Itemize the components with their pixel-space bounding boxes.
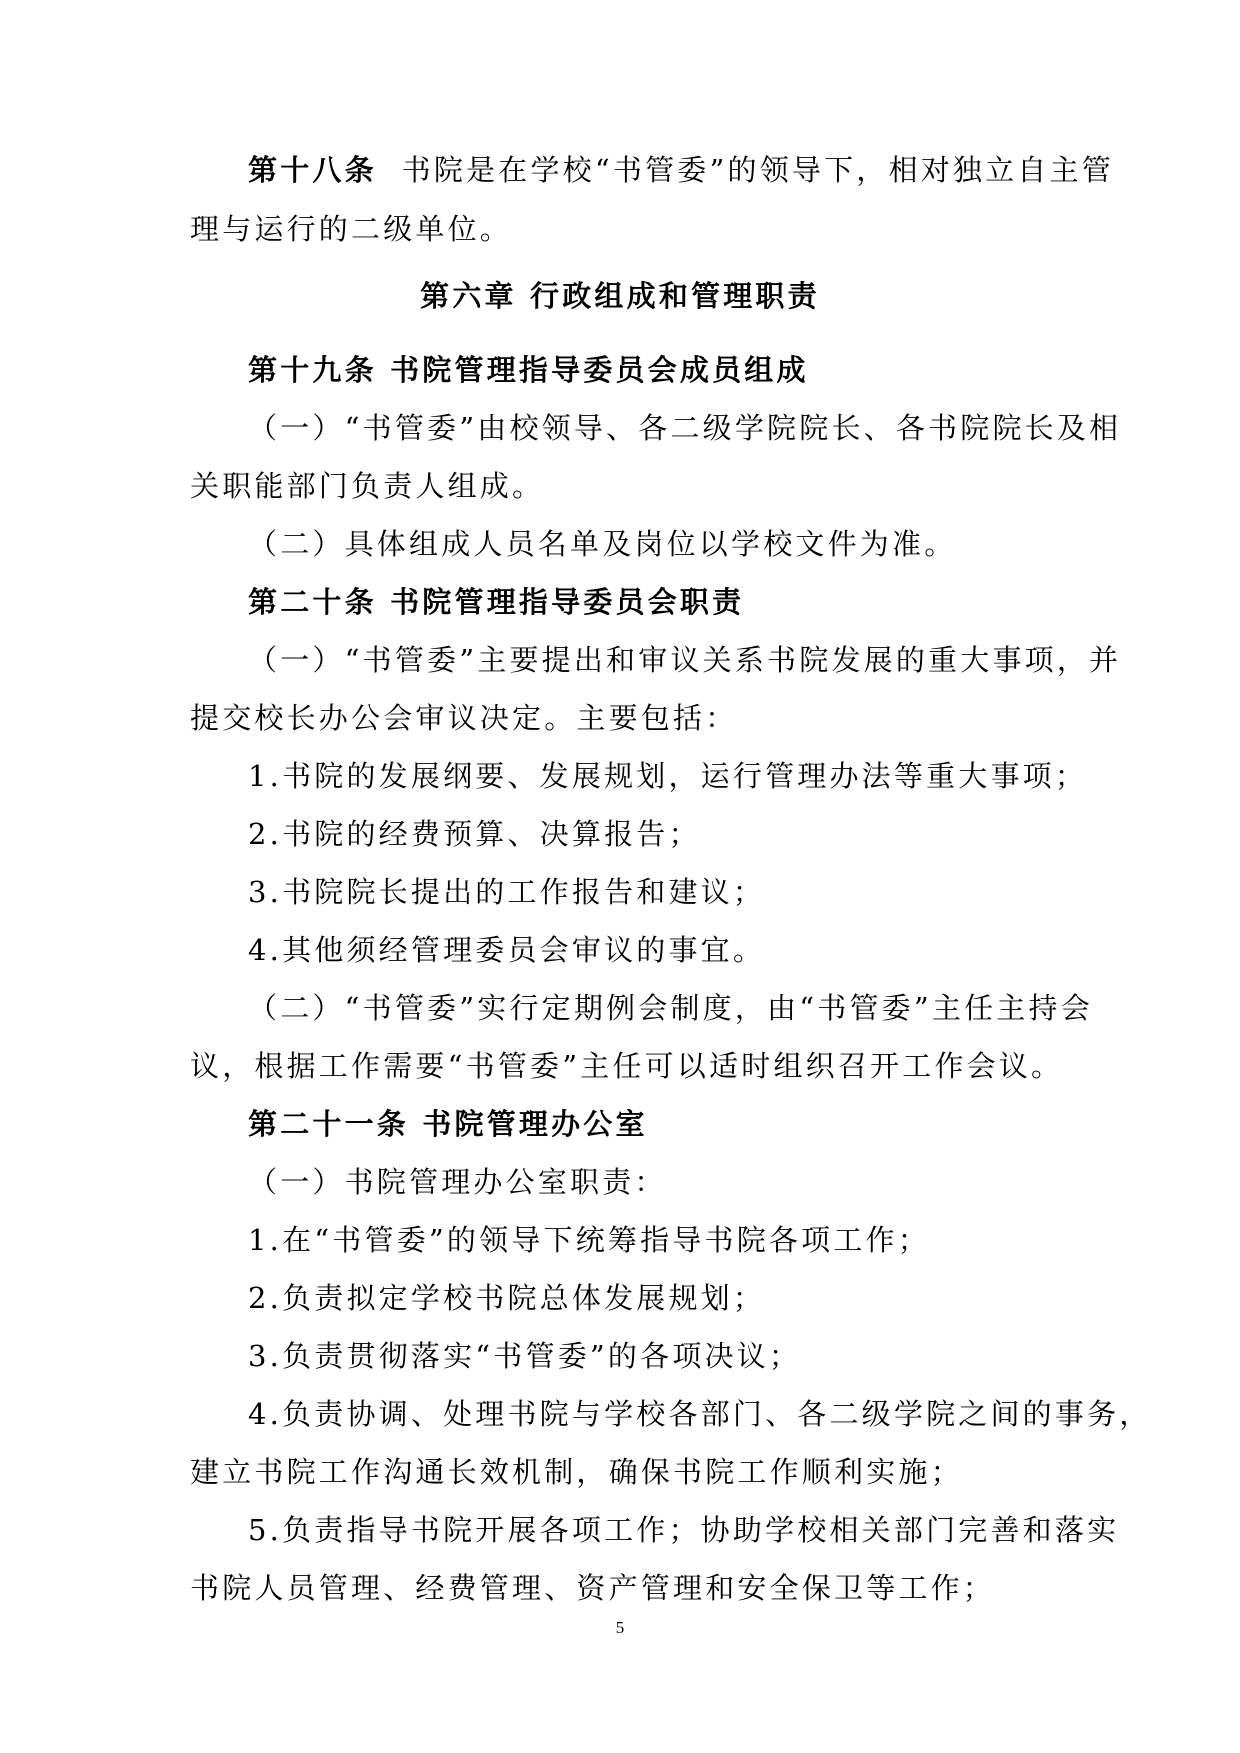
article-20-item-2: 2.书院的经费预算、决算报告； [248, 817, 701, 851]
chapter-6-heading: 第六章 行政组成和管理职责 [420, 279, 820, 313]
article-18-line-1 [248, 150, 1114, 190]
article-20-item-3: 3.书院院长提出的工作报告和建议； [248, 875, 766, 909]
article-19-heading: 第十九条 书院管理指导委员会成员组成 [248, 353, 809, 387]
article-20-clause-1-line-2: 提交校长办公会审议决定。主要包括： [190, 701, 738, 735]
article-21-item-2: 2.负责拟定学校书院总体发展规划； [248, 1281, 766, 1315]
article-21-item-4-line-1: 4.负责协调、处理书院与学校各部门、各二级学院之间的事务， [248, 1397, 1152, 1431]
article-21-heading: 第二十一条 书院管理办公室 [248, 1107, 648, 1141]
article-18-line-2: 理与运行的二级单位。 [190, 212, 513, 246]
article-20-heading: 第二十条 书院管理指导委员会职责 [248, 585, 745, 619]
article-20-clause-1-line-1: （一）“书管委”主要提出和审议关系书院发展的重大事项，并 [248, 643, 1122, 677]
article-20-item-1: 1.书院的发展纲要、发展规划，运行管理办法等重大事项； [248, 759, 1088, 793]
article-19-clause-1-line-2: 关职能部门负责人组成。 [190, 469, 545, 503]
article-21-item-4-line-2: 建立书院工作沟通长效机制，确保书院工作顺利实施； [190, 1455, 963, 1489]
article-19-clause-2: （二）具体组成人员名单及岗位以学校文件为准。 [248, 527, 957, 561]
article-20-clause-2-line-2: 议，根据工作需要“书管委”主任可以适时组织召开工作会议。 [190, 1049, 1064, 1083]
article-20-clause-2-line-1: （二）“书管委”实行定期例会制度，由“书管委”主任主持会 [248, 991, 1093, 1025]
article-21-clause-1: （一）书院管理办公室职责： [248, 1165, 667, 1199]
article-21-item-5-line-1: 5.负责指导书院开展各项工作；协助学校相关部门完善和落实 [248, 1513, 1120, 1547]
article-20-item-4: 4.其他须经管理委员会审议的事宜。 [248, 933, 766, 967]
article-21-item-1: 1.在“书管委”的领导下统筹指导书院各项工作； [248, 1223, 930, 1257]
article-21-item-5-line-2: 书院人员管理、经费管理、资产管理和安全保卫等工作； [190, 1571, 996, 1605]
article-18-text: 书院是在学校“书管委”的领导下，相对独立自主管 [401, 153, 1114, 187]
article-21-item-3: 3.负责贯彻落实“书管委”的各项决议； [248, 1339, 802, 1373]
article-19-clause-1-line-1: （一）“书管委”由校领导、各二级学院院长、各书院院长及相 [248, 411, 1122, 445]
article-18-title: 第十八条 [248, 153, 377, 187]
page-number: 5 [615, 1618, 625, 1637]
